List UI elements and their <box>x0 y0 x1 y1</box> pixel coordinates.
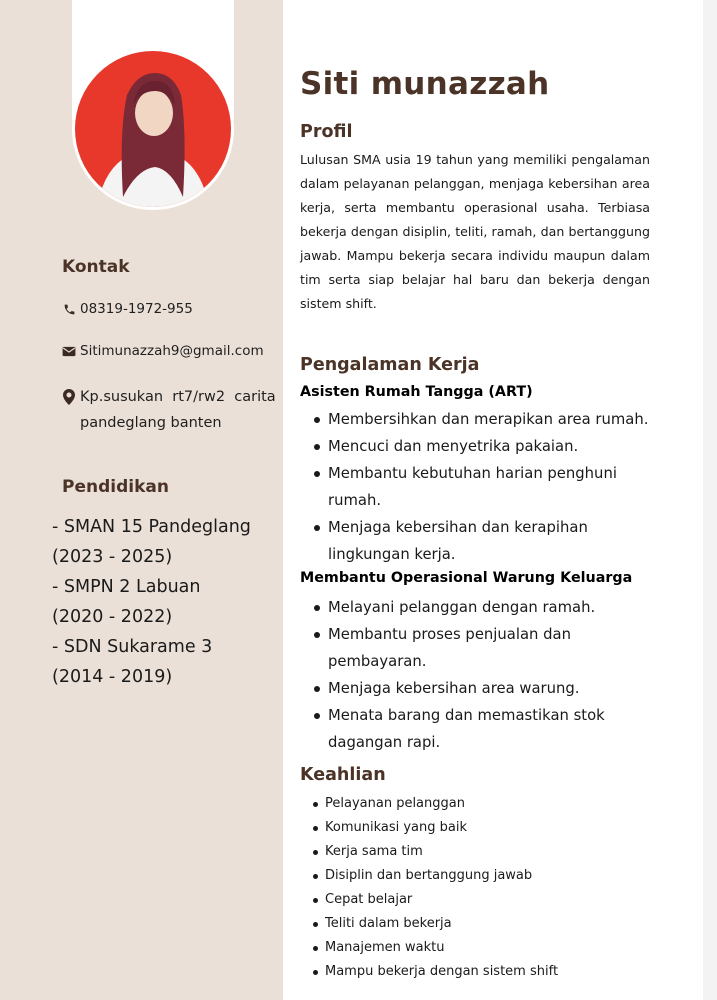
list-item: Kerja sama tim <box>300 840 690 864</box>
list-item: Menata barang dan memastikan stok dagangan rapi. <box>300 702 648 756</box>
job-duties-list <box>300 594 690 756</box>
list-item: Menjaga kebersihan area warung. <box>300 675 690 702</box>
contact-heading: Kontak <box>62 257 130 277</box>
contact-address <box>62 384 284 436</box>
contact-email <box>62 338 264 364</box>
education-list <box>52 512 251 692</box>
skills-list <box>300 792 690 984</box>
job-duties-list <box>300 406 690 568</box>
list-item: Pelayanan pelanggan <box>300 792 690 816</box>
email-icon <box>62 338 76 364</box>
profile-photo <box>72 48 234 210</box>
profile-heading: Profil <box>300 122 353 142</box>
list-item: Mampu bekerja dengan sistem shift <box>300 960 690 984</box>
person-silhouette-icon <box>75 51 231 207</box>
contact-phone <box>62 296 193 322</box>
experience-heading: Pengalaman Kerja <box>300 355 480 375</box>
education-line: - SMAN 15 Pandeglang <box>52 517 251 537</box>
location-pin-icon <box>62 384 76 410</box>
page-edge <box>703 0 717 1000</box>
address-line-2: pandeglang banten <box>80 415 222 431</box>
list-item: Mencuci dan menyetrika pakaian. <box>300 433 690 460</box>
skills-heading: Keahlian <box>300 765 386 785</box>
list-item: Menjaga kebersihan dan kerapihan lingkungan kerja. <box>300 514 658 568</box>
job-title: Membantu Operasional Warung Keluarga <box>300 570 633 586</box>
education-line: - SDN Sukarame 3 <box>52 637 213 657</box>
education-line: (2023 - 2025) <box>52 547 173 567</box>
list-item: Manajemen waktu <box>300 936 690 960</box>
list-item: Membersihkan dan merapikan area rumah. <box>300 406 690 433</box>
phone-icon <box>62 296 76 322</box>
list-item: Melayani pelanggan dengan ramah. <box>300 594 690 621</box>
education-line: - SMPN 2 Labuan <box>52 577 201 597</box>
list-item: Disiplin dan bertanggung jawab <box>300 864 690 888</box>
phone-number: 08319-1972-955 <box>80 301 193 317</box>
list-item: Membantu proses penjualan dan pembayaran. <box>300 621 628 675</box>
education-line: (2014 - 2019) <box>52 667 173 687</box>
email-address: Sitimunazzah9@gmail.com <box>80 343 264 359</box>
list-item: Teliti dalam bekerja <box>300 912 690 936</box>
education-heading: Pendidikan <box>62 477 169 497</box>
list-item: Cepat belajar <box>300 888 690 912</box>
address-line-1: Kp.susukan rt7/rw2 carita <box>80 389 276 405</box>
profile-text: Lulusan SMA usia 19 tahun yang memiliki pengalaman dalam pelayanan pelanggan, menjaga kebersihan area kerja, serta membantu operasional usaha. Terbiasa bekerja dengan disiplin, teliti, ramah, dan bertanggung jawab. Mampu bekerja secara individu maupun dalam tim serta siap belajar hal baru dan bekerja dengan sistem shift. <box>300 152 650 311</box>
candidate-name: Siti munazzah <box>300 66 550 102</box>
list-item: Membantu kebutuhan harian penghuni rumah. <box>300 460 658 514</box>
list-item: Komunikasi yang baik <box>300 816 690 840</box>
job-title: Asisten Rumah Tangga (ART) <box>300 384 533 400</box>
education-line: (2020 - 2022) <box>52 607 173 627</box>
